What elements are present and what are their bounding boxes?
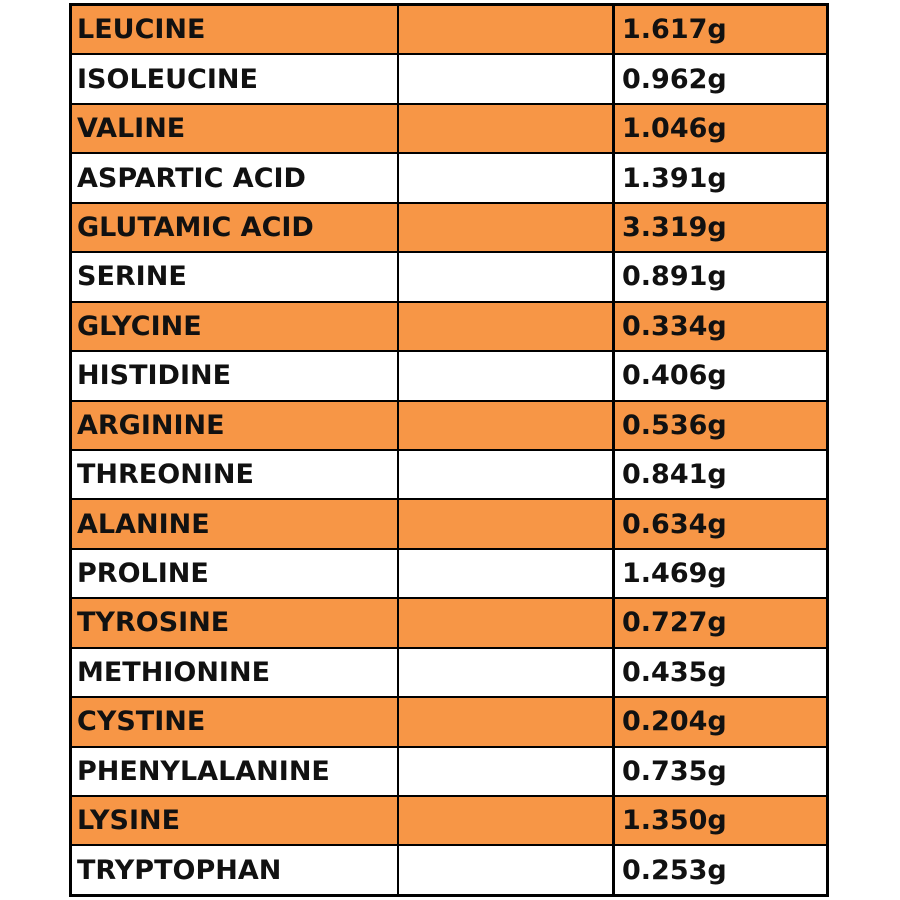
table-row bbox=[72, 649, 826, 698]
empty-cell bbox=[399, 698, 615, 745]
empty-cell bbox=[399, 846, 615, 893]
amino-acid-amount: 1.617g bbox=[622, 14, 727, 46]
amino-acid-amount: 1.046g bbox=[622, 113, 727, 145]
amino-acid-name: PROLINE bbox=[72, 550, 399, 597]
amino-acid-name: TRYPTOPHAN bbox=[72, 846, 399, 893]
empty-cell bbox=[399, 253, 615, 300]
empty-cell bbox=[399, 599, 615, 646]
table-row bbox=[72, 748, 826, 797]
amino-acid-amount: 0.634g bbox=[622, 508, 727, 540]
amino-acid-name: LYSINE bbox=[72, 797, 399, 844]
amino-acid-table bbox=[69, 3, 829, 897]
table-row bbox=[72, 698, 826, 747]
amino-acid-amount: 1.391g bbox=[622, 162, 727, 194]
table-row bbox=[72, 451, 826, 500]
empty-cell bbox=[399, 451, 615, 498]
empty-cell bbox=[399, 6, 615, 53]
table-row bbox=[72, 797, 826, 846]
amino-acid-amount: 0.962g bbox=[622, 63, 727, 95]
amino-acid-amount: 0.841g bbox=[622, 459, 727, 491]
amino-acid-name: CYSTINE bbox=[72, 698, 399, 745]
empty-cell bbox=[399, 649, 615, 696]
table-row bbox=[72, 253, 826, 302]
empty-cell bbox=[399, 550, 615, 597]
amino-acid-name: SERINE bbox=[72, 253, 399, 300]
amino-acid-amount: 3.319g bbox=[622, 211, 727, 243]
amino-acid-name: GLYCINE bbox=[72, 303, 399, 350]
table-row bbox=[72, 846, 826, 893]
amino-acid-name: PHENYLALANINE bbox=[72, 748, 399, 795]
empty-cell bbox=[399, 500, 615, 547]
empty-cell bbox=[399, 402, 615, 449]
amino-acid-name: METHIONINE bbox=[72, 649, 399, 696]
empty-cell bbox=[399, 105, 615, 152]
amino-acid-name: GLUTAMIC ACID bbox=[72, 204, 399, 251]
amino-acid-amount: 0.536g bbox=[622, 409, 727, 441]
amino-acid-amount: 1.350g bbox=[622, 805, 727, 837]
amino-acid-amount: 0.253g bbox=[622, 854, 727, 886]
amino-acid-name: ISOLEUCINE bbox=[72, 55, 399, 102]
amino-acid-name: VALINE bbox=[72, 105, 399, 152]
amino-acid-amount: 0.435g bbox=[622, 656, 727, 688]
amino-acid-name: THREONINE bbox=[72, 451, 399, 498]
table-row bbox=[72, 105, 826, 154]
amino-acid-name: TYROSINE bbox=[72, 599, 399, 646]
amino-acid-name: ARGININE bbox=[72, 402, 399, 449]
amino-acid-name: ALANINE bbox=[72, 500, 399, 547]
empty-cell bbox=[399, 204, 615, 251]
amino-acid-amount: 0.204g bbox=[622, 706, 727, 738]
empty-cell bbox=[399, 55, 615, 102]
amino-acid-name: HISTIDINE bbox=[72, 352, 399, 399]
empty-cell bbox=[399, 352, 615, 399]
empty-cell bbox=[399, 303, 615, 350]
empty-cell bbox=[399, 748, 615, 795]
table-row bbox=[72, 500, 826, 549]
table-row bbox=[72, 303, 826, 352]
table-row bbox=[72, 204, 826, 253]
amino-acid-amount: 0.735g bbox=[622, 755, 727, 787]
amino-acid-amount: 0.334g bbox=[622, 310, 727, 342]
amino-acid-name: LEUCINE bbox=[72, 6, 399, 53]
table-row bbox=[72, 154, 826, 203]
table-row bbox=[72, 550, 826, 599]
table-row bbox=[72, 599, 826, 648]
empty-cell bbox=[399, 154, 615, 201]
amino-acid-amount: 0.891g bbox=[622, 261, 727, 293]
table-row bbox=[72, 55, 826, 104]
table-row bbox=[72, 402, 826, 451]
amino-acid-name: ASPARTIC ACID bbox=[72, 154, 399, 201]
amino-acid-amount: 0.727g bbox=[622, 607, 727, 639]
amino-acid-amount: 1.469g bbox=[622, 558, 727, 590]
table-row bbox=[72, 6, 826, 55]
empty-cell bbox=[399, 797, 615, 844]
table-row bbox=[72, 352, 826, 401]
amino-acid-amount: 0.406g bbox=[622, 360, 727, 392]
